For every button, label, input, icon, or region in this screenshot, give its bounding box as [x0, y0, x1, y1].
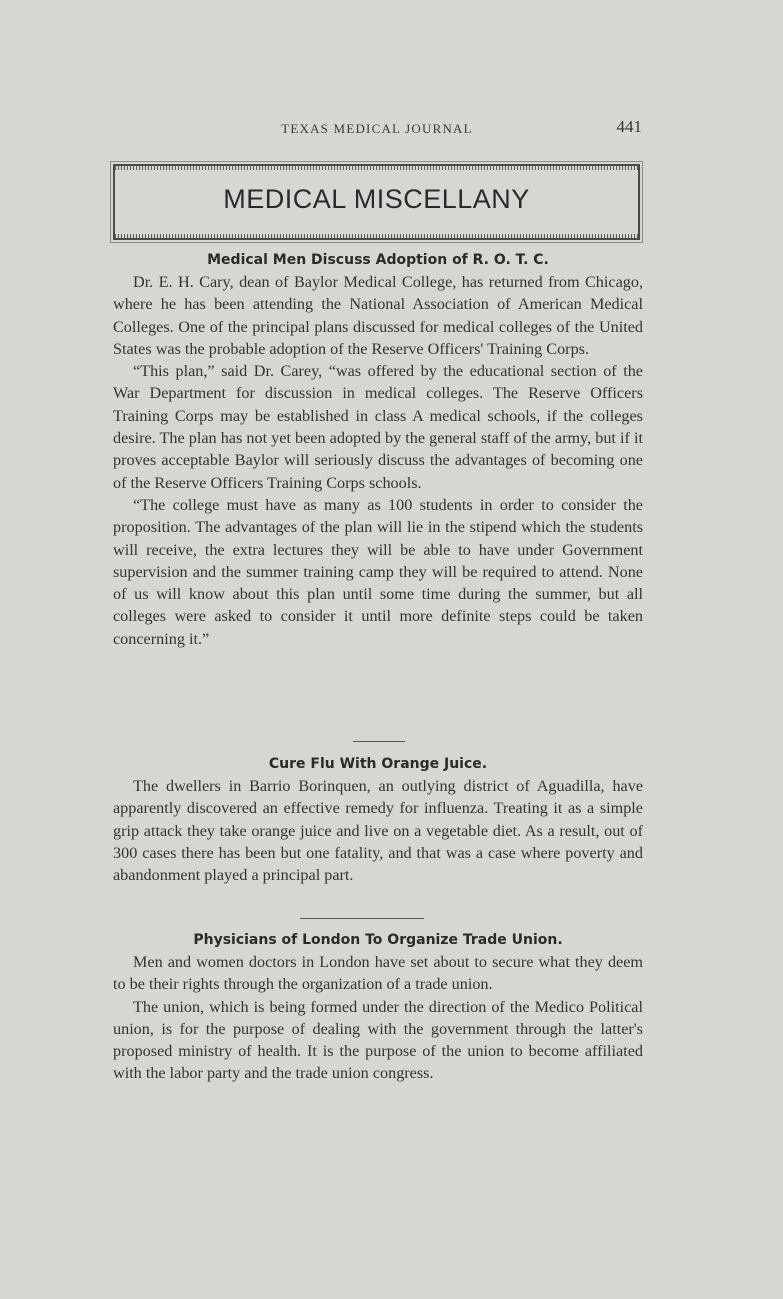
- article-flu: [113, 756, 643, 886]
- article-paragraph: The dwellers in Barrio Borinquen, an outlying district of Aguadilla, have apparently discovered an effective remedy for influenza. Treating it as a simple grip attack they take orange juice and live on a vegetable diet. As a result, out of 300 cases there has been but one fatality, and that was a case where poverty and abandonment played a principal part.: [113, 777, 643, 885]
- article-paragraph: Dr. E. H. Cary, dean of Baylor Medical College, has returned from Chicago, where he has been attending the National Association of American Medical Colleges. One of the principal plans discussed for medical colleges of the United States was the probable adoption of the Reserve Officers' Training Corps.: [113, 273, 643, 358]
- article-rotc: [113, 252, 643, 650]
- article-paragraph: Men and women doctors in London have set about to secure what they deem to be their rights through the organization of a trade union.: [113, 953, 643, 994]
- article-paragraph: The union, which is being formed under the direction of the Medico Political union, is for the purpose of dealing with the government through the latter's proposed ministry of health. It is the purpose of the union to become affiliated with the labor party and the trade union congress.: [113, 997, 643, 1083]
- section-divider: [353, 741, 405, 742]
- article-paragraph: “This plan,” said Dr. Carey, “was offered by the educational section of the War Department for discussion in medical colleges. The Reserve Officers Training Corps may be established in class A medical schools, if the colleges desire. The plan has not yet been adopted by the general staff of the army, but if it proves acceptable Baylor will seriously discuss the advantages of becoming one of the Reserve Officers Training Corps schools.: [113, 362, 643, 492]
- banner-ornament-bottom: [115, 234, 638, 238]
- section-divider: [300, 918, 424, 919]
- journal-name: TEXAS MEDICAL JOURNAL: [281, 121, 473, 136]
- article-headline: Medical Men Discuss Adoption of R. O. T. C.: [207, 252, 549, 268]
- article-headline: Cure Flu With Orange Juice.: [268, 756, 488, 772]
- banner-ornament-top: [115, 166, 638, 170]
- article-trade-union: [113, 932, 643, 1085]
- section-title: MEDICAL MISCELLANY: [223, 184, 530, 214]
- page-number: 441: [616, 117, 642, 136]
- article-headline: Physicians of London To Organize Trade Union.: [193, 932, 563, 948]
- section-banner: [113, 164, 640, 240]
- article-paragraph: “The college must have as many as 100 students in order to consider the proposition. The advantages of the plan will lie in the stipend which the students will receive, the extra lectures they will be able to have under Government supervision and the summer training camp they will be required to attend. None of us will know about this plan until some time during the summer, but all colleges were asked to consider it until more definite steps could be taken concerning it.”: [113, 495, 643, 648]
- running-head: [112, 117, 642, 141]
